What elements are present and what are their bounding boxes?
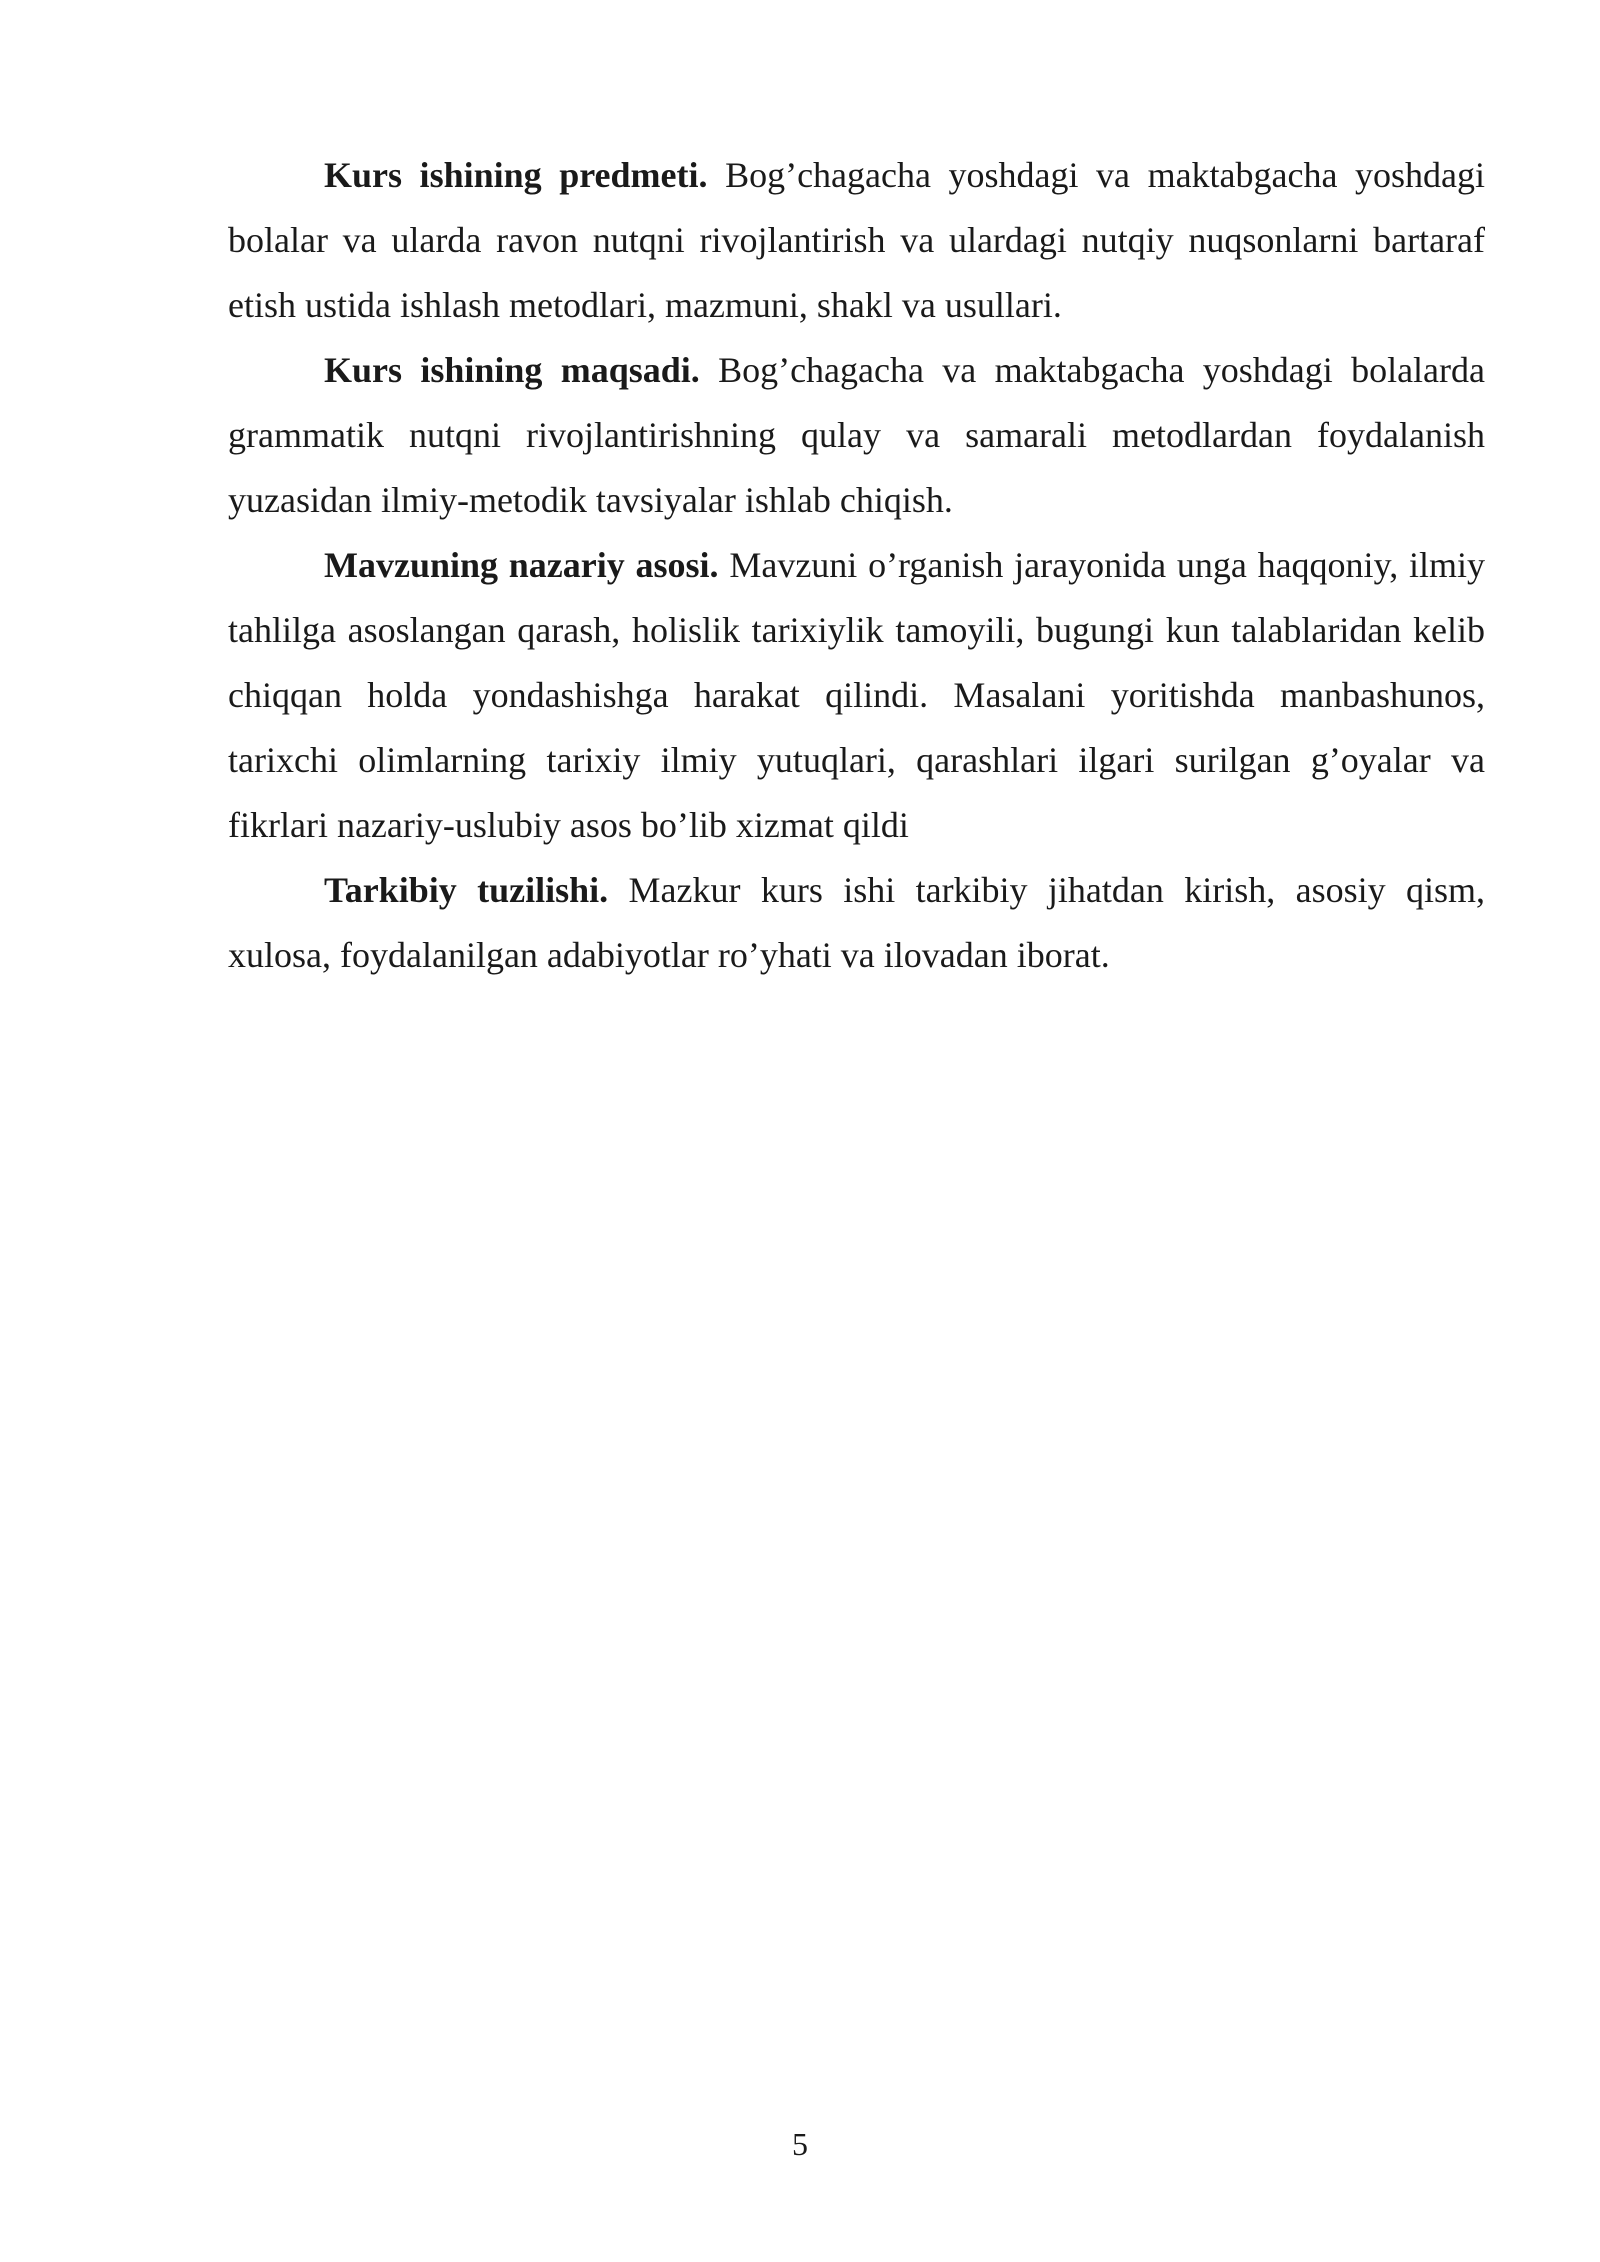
- paragraph-subject: [228, 143, 1485, 338]
- paragraph-goal: [228, 338, 1485, 533]
- paragraph-text: Mavzuni o’rganish jarayonida unga haqqoniy, ilmiy tahlilga asoslangan qarash, holislik tarixiylik tamoyili, bugungi kun talablaridan kelib chiqqan holda yondashishga harakat qilindi. Masalani yoritishda manbashunos, tarixchi olimlarning tarixiy ilmiy yutuqlari, qarashlari ilgari surilgan g’oyalar va fikrlari nazariy-uslubiy asos bo’lib xizmat qildi: [228, 545, 1485, 845]
- paragraph-text: Bog’chagacha va maktabgacha yoshdagi bolalarda grammatik nutqni rivojlantirishning qulay va samarali metodlardan foydalanish yuzasidan ilmiy-metodik tavsiyalar ishlab chiqish.: [228, 350, 1486, 520]
- paragraph-text: Bog’chagacha yoshdagi va maktabgacha yoshdagi bolalar va ularda ravon nutqni rivojlantirish va ulardagi nutqiy nuqsonlarni bartaraf etish ustida ishlash metodlari, mazmuni, shakl va usullari.: [228, 155, 1486, 325]
- paragraph-lead: Kurs ishining predmeti.: [324, 155, 708, 195]
- body-text: [228, 143, 1485, 988]
- paragraph-lead: Mavzuning nazariy asosi.: [324, 545, 719, 585]
- paragraph-structure: [228, 858, 1485, 988]
- paragraph-theory: [228, 533, 1485, 858]
- paragraph-text: Mazkur kurs ishi tarkibiy jihatdan kirish, asosiy qism, xulosa, foydalanilgan adabiyotlar ro’yhati va ilovadan iborat.: [228, 870, 1486, 975]
- paragraph-lead: Kurs ishining maqsadi.: [324, 350, 700, 390]
- paragraph-lead: Tarkibiy tuzilishi.: [324, 870, 609, 910]
- page-number: 5: [792, 2126, 808, 2162]
